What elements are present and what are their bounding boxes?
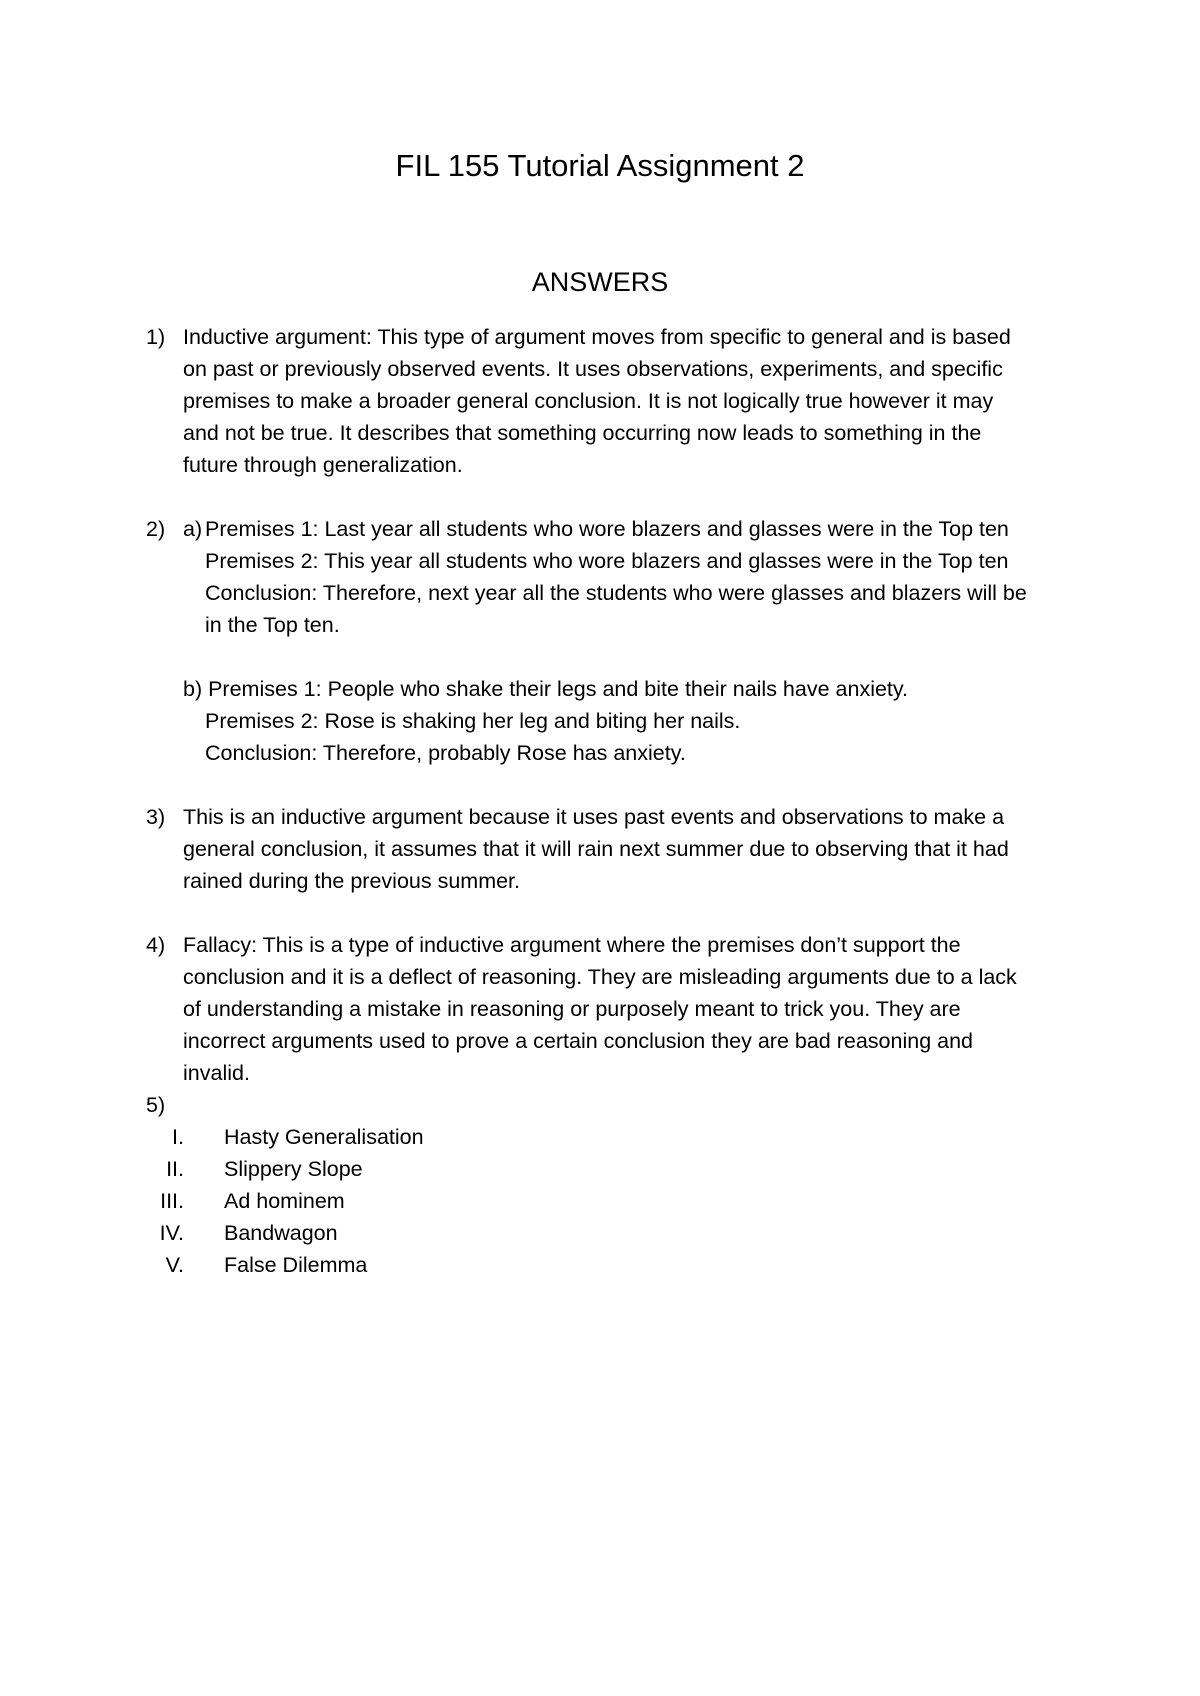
- q4-line: invalid.: [183, 1061, 250, 1085]
- q5-item: Ad hominem: [224, 1189, 345, 1213]
- q2a-label: a): [183, 517, 203, 541]
- q3-number: 3): [146, 805, 166, 829]
- q2a-conclusion-cont: in the Top ten.: [205, 613, 340, 637]
- q5-numeral: V.: [165, 1253, 184, 1277]
- q2-number: 2): [146, 517, 166, 541]
- document-title: FIL 155 Tutorial Assignment 2: [395, 148, 805, 183]
- q1-line: Inductive argument: This type of argument moves from specific to general and is based: [183, 325, 1011, 349]
- q5-item: False Dilemma: [224, 1253, 368, 1277]
- q1-line: on past or previously observed events. It uses observations, experiments, and specific: [183, 357, 1003, 381]
- q1-line: future through generalization.: [183, 453, 463, 477]
- q3-line: rained during the previous summer.: [183, 869, 521, 893]
- q4-line: of understanding a mistake in reasoning or purposely meant to trick you. They are: [183, 997, 961, 1021]
- q5-item: Bandwagon: [224, 1221, 338, 1245]
- q3-line: general conclusion, it assumes that it will rain next summer due to observing that it had: [183, 837, 1009, 861]
- q5-item: Slippery Slope: [224, 1157, 363, 1181]
- q5-item: Hasty Generalisation: [224, 1125, 424, 1149]
- q1-number: 1): [146, 325, 166, 349]
- q4-line: conclusion and it is a deflect of reasoning. They are misleading arguments due to a lack: [183, 965, 1017, 989]
- q3-line: This is an inductive argument because it uses past events and observations to make a: [183, 805, 1005, 829]
- q4-line: incorrect arguments used to prove a certain conclusion they are bad reasoning and: [183, 1029, 973, 1053]
- q5-numeral: I.: [172, 1125, 184, 1149]
- q5-numeral: III.: [160, 1189, 184, 1213]
- q4-line: Fallacy: This is a type of inductive argument where the premises don’t support the: [183, 933, 961, 957]
- q2b-premise-2: Premises 2: Rose is shaking her leg and biting her nails.: [205, 709, 741, 733]
- q2a-conclusion: Conclusion: Therefore, next year all the students who were glasses and blazers will be: [205, 581, 1027, 605]
- q5-numeral: IV.: [159, 1221, 184, 1245]
- q1-line: premises to make a broader general conclusion. It is not logically true however it may: [183, 389, 994, 413]
- q4-number: 4): [146, 933, 166, 957]
- answers-heading: ANSWERS: [531, 267, 669, 297]
- q2a-premise-1: Premises 1: Last year all students who wore blazers and glasses were in the Top ten: [205, 517, 1009, 541]
- q2b-conclusion: Conclusion: Therefore, probably Rose has anxiety.: [205, 741, 686, 765]
- q2a-premise-2: Premises 2: This year all students who wore blazers and glasses were in the Top ten: [205, 549, 1009, 573]
- q2b-premise-1: b) Premises 1: People who shake their legs and bite their nails have anxiety.: [183, 677, 909, 701]
- q5-numeral: II.: [166, 1157, 184, 1181]
- q5-number: 5): [146, 1093, 166, 1117]
- q1-line: and not be true. It describes that something occurring now leads to something in the: [183, 421, 982, 445]
